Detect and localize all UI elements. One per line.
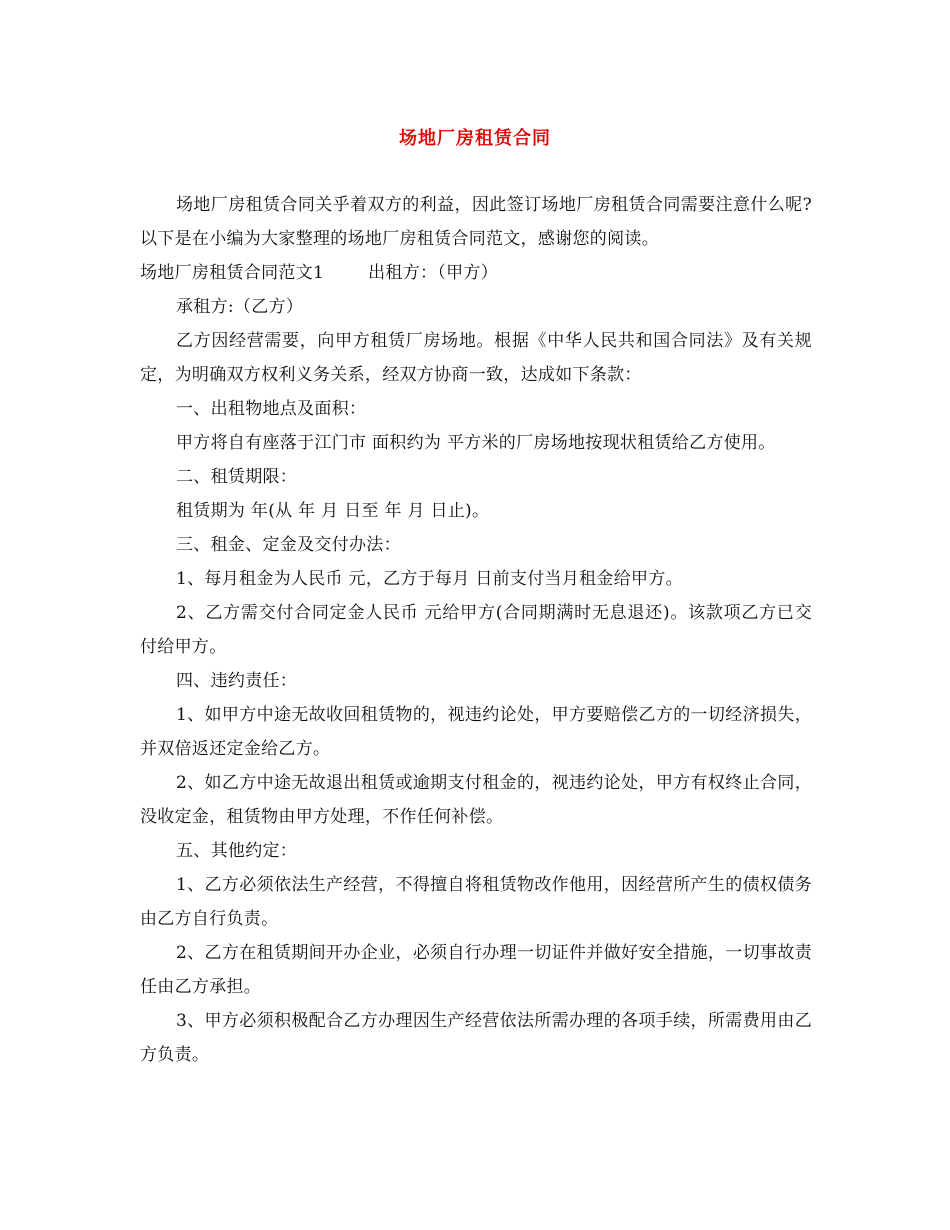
section-heading: 五、其他约定： (176, 841, 298, 861)
intro-paragraph: 场地厂房租赁合同关乎着双方的利益，因此签订场地厂房租赁合同需要注意什么呢?以下是在小编为大家整理的场地厂房租赁合同范文，感谢您的阅读。 (140, 195, 812, 249)
lessee-label: 承租方:（乙方） (176, 297, 304, 317)
section-item: 3、甲方必须积极配合乙方办理因生产经营依法所需办理的各项手续，所需费用由乙方负责。 (140, 1011, 812, 1065)
section-heading: 二、租赁期限： (176, 467, 298, 487)
lessor-label: 出租方：（甲方） (368, 263, 499, 283)
section-item: 1、每月租金为人民币 元，乙方于每月 日前支付当月租金给甲方。 (176, 569, 683, 589)
section-heading: 三、租金、定金及交付办法： (176, 535, 401, 555)
section-heading: 四、违约责任： (176, 671, 298, 691)
preamble-paragraph: 乙方因经营需要，向甲方租赁厂房场地。根据《中华人民共和国合同法》及有关规定，为明确双方权利义务关系，经双方协商一致，达成如下条款： (140, 331, 812, 385)
section-item: 2、乙方在租赁期间开办企业，必须自行办理一切证件并做好安全措施，一切事故责任由乙方承担。 (140, 943, 812, 997)
section-item: 租赁期为 年(从 年 月 日至 年 月 日止)。 (176, 501, 490, 521)
sample-header-line (140, 256, 812, 290)
section-item: 1、如甲方中途无故收回租赁物的，视违约论处，甲方要赔偿乙方的一切经济损失，并双倍返还定金给乙方。 (140, 705, 812, 759)
document-title: 场地厂房租赁合同 (399, 128, 551, 149)
section-item: 2、如乙方中途无故退出租赁或逾期支付租金的，视违约论处，甲方有权终止合同，没收定金，租赁物由甲方处理，不作任何补偿。 (140, 773, 812, 827)
section-item: 1、乙方必须依法生产经营，不得擅自将租赁物改作他用，因经营所产生的债权债务由乙方自行负责。 (140, 875, 812, 929)
section-item: 甲方将自有座落于江门市 面积约为 平方米的厂房场地按现状租赁给乙方使用。 (176, 433, 776, 453)
sample-label: 场地厂房租赁合同范文1 (140, 263, 325, 283)
document-body (140, 188, 812, 1072)
spacer (324, 256, 368, 290)
section-heading: 一、出租物地点及面积： (176, 399, 367, 419)
section-item: 2、乙方需交付合同定金人民币 元给甲方(合同期满时无息退还)。该款项乙方已交付给甲方。 (140, 603, 812, 657)
